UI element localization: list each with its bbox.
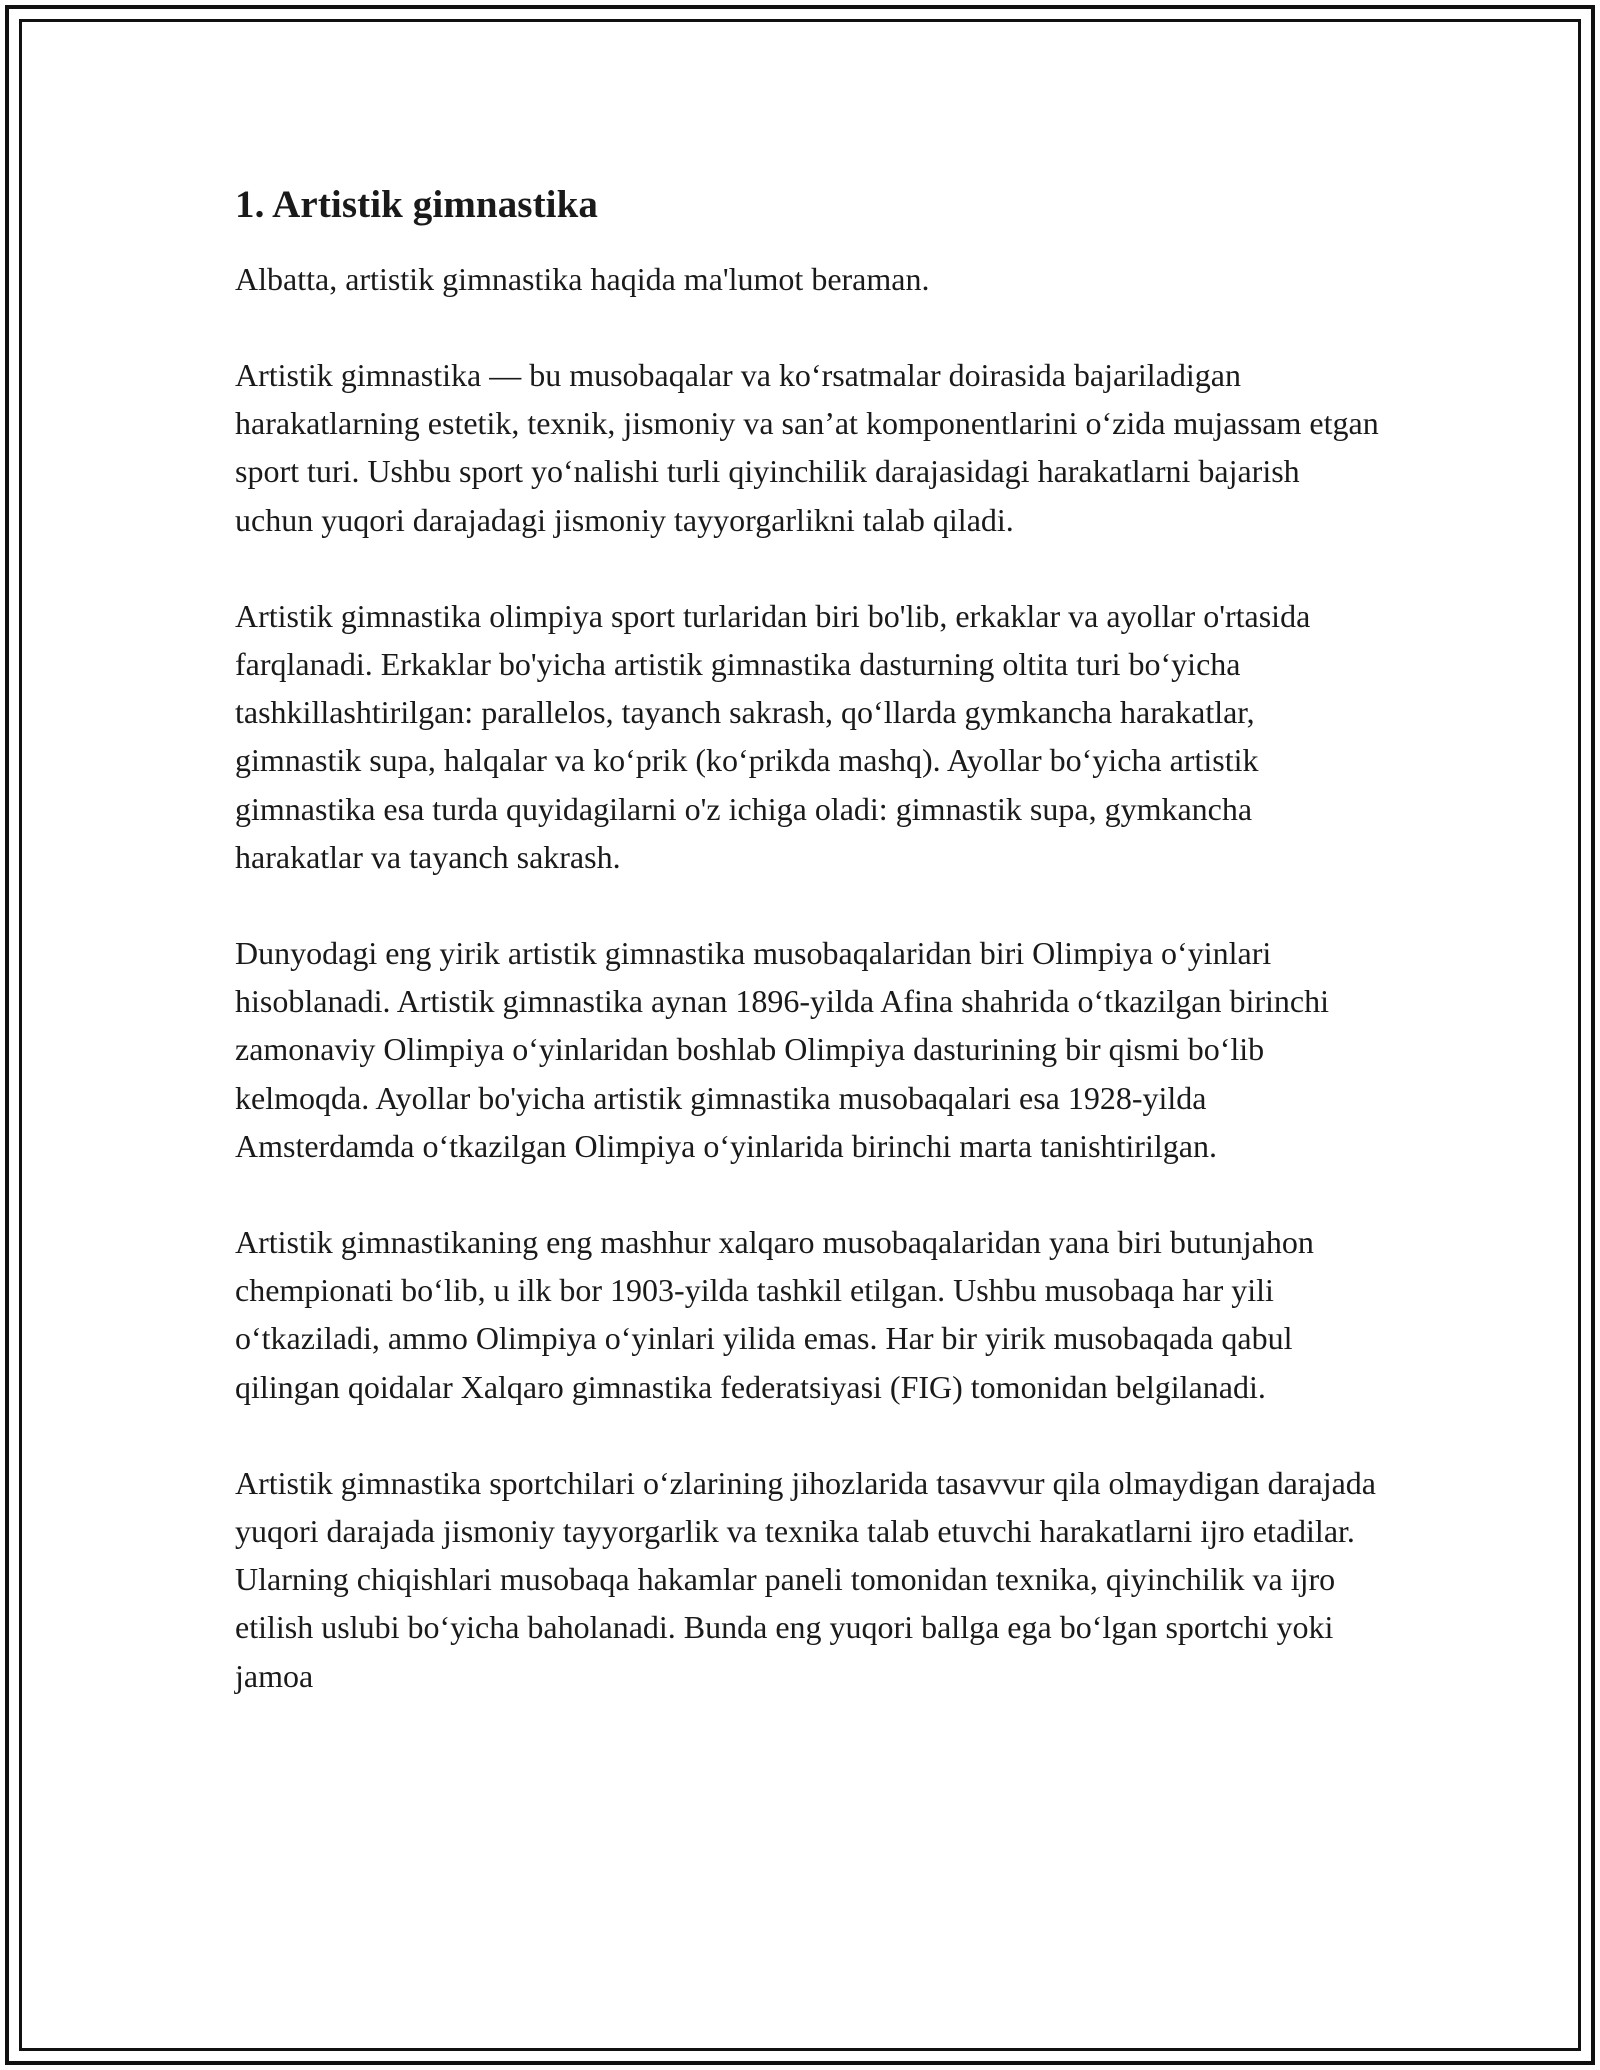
paragraph-olympic-disciplines: Artistik gimnastika olimpiya sport turlaridan biri bo'lib, erkaklar va ayollar o'rtasida farqlanadi. Erkaklar bo'yicha artistik gimnastika dasturning oltita turi bo‘yicha tashkillashtirilgan: parallelos, tayanch sakrash, qo‘llarda gymkancha harakatlar, gimnastik supa, halqalar va ko‘prik (ko‘prikda mashq). Ayollar bo‘yicha artistik gimnastika esa turda quyidagilarni o'z ichiga oladi: gimnastik supa, gymkancha harakatlar va tayanch sakrash. bbox=[235, 597, 1311, 875]
paragraph-olympic-history: Dunyodagi eng yirik artistik gimnastika musobaqalaridan biri Olimpiya o‘yinlari hisoblanadi. Artistik gimnastika aynan 1896-yilda Afina shahrida o‘tkazilgan birinchi zamonaviy Olimpiya o‘yinlaridan boshlab Olimpiya dasturining bir qismi bo‘lib kelmoqda. Ayollar bo'yicha artistik gimnastika musobaqalari esa 1928-yilda Amsterdamda o‘tkazilgan Olimpiya o‘yinlarida birinchi marta tanishtirilgan. bbox=[235, 935, 1329, 1164]
paragraph-athletes-judging: Artistik gimnastika sportchilari o‘zlarining jihozlarida tasavvur qila olmaydigan darajada yuqori darajada jismoniy tayyorgarlik va texnika talab etuvchi harakatlarni ijro etadilar. Ularning chiqishlari musobaqa hakamlar paneli tomonidan texnika, qiyinchilik va ijro etilish uslubi bo‘yicha baholanadi. Bunda eng yuqori ballga ega bo‘lgan sportchi yoki jamoa bbox=[235, 1464, 1376, 1694]
section-heading: 1. Artistik gimnastika bbox=[235, 183, 598, 226]
paragraph-world-championship: Artistik gimnastikaning eng mashhur xalqaro musobaqalaridan yana biri butunjahon chempionati bo‘lib, u ilk bor 1903-yilda tashkil etilgan. Ushbu musobaqa har yili o‘tkaziladi, ammo Olimpiya o‘yinlari yilida emas. Har bir yirik musobaqada qabul qilingan qoidalar Xalqaro gimnastika federatsiyasi (FIG) tomonidan belgilanadi. bbox=[235, 1224, 1314, 1405]
paragraph-definition: Artistik gimnastika — bu musobaqalar va ko‘rsatmalar doirasida bajariladigan harakatlarning estetik, texnik, jismoniy va san’at komponentlarini o‘zida mujassam etgan sport turi. Ushbu sport yo‘nalishi turli qiyinchilik darajasidagi harakatlarni bajarish uchun yuqori darajadagi jismoniy tayyorgarlikni talab qiladi. bbox=[235, 357, 1379, 538]
paragraph-intro: Albatta, artistik gimnastika haqida ma'lumot beraman. bbox=[235, 260, 930, 297]
document-body bbox=[235, 182, 1385, 1748]
